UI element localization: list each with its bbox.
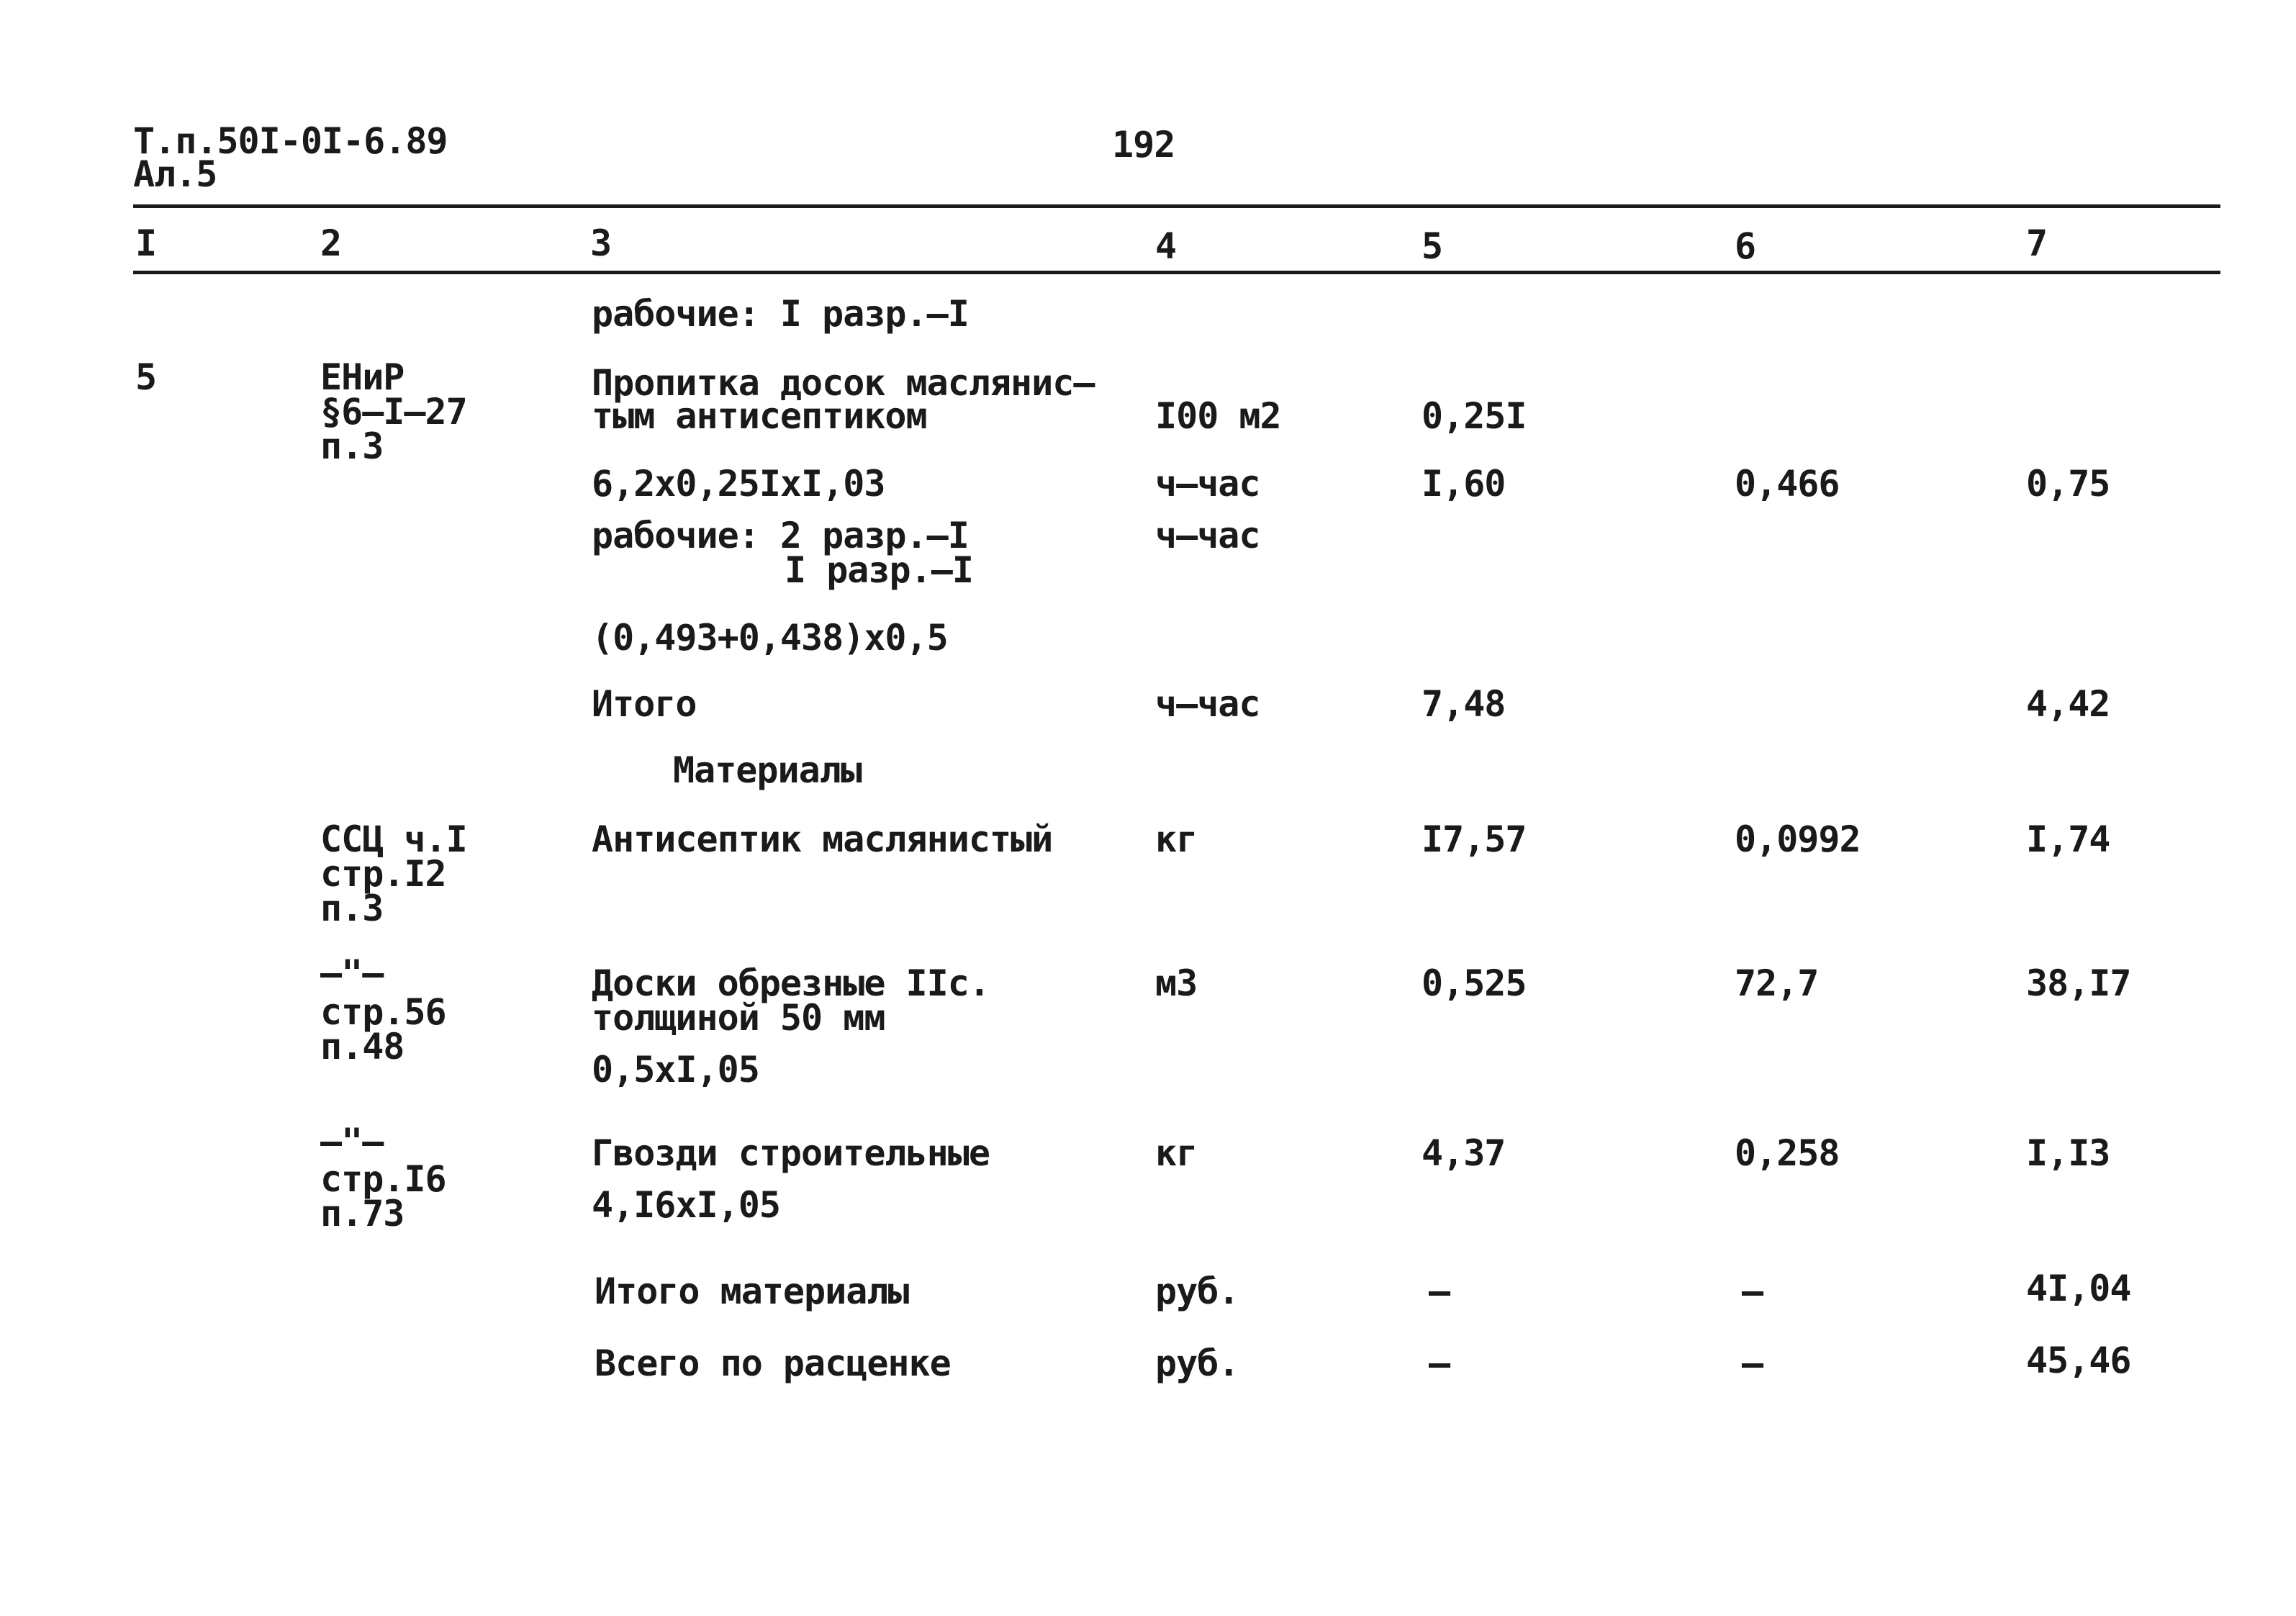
item-number: 5 [135, 356, 157, 398]
source-line-1: ЕНиР [320, 356, 404, 398]
boards-source-2: стр.56 [320, 991, 446, 1033]
materials-total-label: Итого материалы [595, 1270, 909, 1312]
materials-total-cost: 4I,04 [2026, 1268, 2131, 1309]
work-desc-line-2: тым антисептиком [592, 395, 927, 437]
nails-price: 0,258 [1735, 1132, 1840, 1174]
column-header-4: 4 [1155, 225, 1177, 267]
subtotal-unit: ч–час [1155, 683, 1260, 725]
boards-name-line-2: толщиной 50 мм [592, 997, 885, 1039]
column-header-7: 7 [2026, 222, 2048, 264]
materials-total-col5: – [1429, 1270, 1450, 1312]
work-unit: I00 м2 [1155, 395, 1281, 437]
subtotal-label: Итого [592, 683, 697, 725]
nails-source-3: п.73 [320, 1193, 404, 1234]
column-header-1: I [135, 222, 157, 264]
grand-total-cost: 45,46 [2026, 1340, 2131, 1381]
boards-name-line-1: Доски обрезные IIс. [592, 962, 990, 1004]
boards-quantity: 0,525 [1422, 962, 1527, 1004]
labor-rate: 0,466 [1735, 463, 1840, 505]
source-line-2: §6–I–27 [320, 391, 467, 433]
source-line-3: п.3 [320, 425, 384, 467]
antiseptic-source-2: стр.I2 [320, 853, 446, 895]
boards-price: 72,7 [1735, 962, 1819, 1004]
column-header-3: 3 [590, 222, 612, 264]
boards-source-1: –"– [320, 952, 384, 994]
rate-formula: (0,493+0,438)х0,5 [592, 617, 948, 659]
work-desc-line-1: Пропитка досок маслянис– [592, 362, 1095, 404]
nails-formula: 4,I6хI,05 [592, 1184, 780, 1226]
boards-formula: 0,5хI,05 [592, 1049, 759, 1091]
workers-line-2: I разр.–I [785, 549, 973, 591]
antiseptic-source-1: ССЦ ч.I [320, 818, 467, 860]
grand-total-col6: – [1742, 1342, 1763, 1384]
column-header-5: 5 [1422, 225, 1443, 267]
nails-unit: кг [1155, 1132, 1198, 1174]
antiseptic-quantity: I7,57 [1422, 818, 1527, 860]
antiseptic-price: 0,0992 [1735, 818, 1861, 860]
materials-heading: Материалы [673, 749, 862, 791]
labor-quantity: I,60 [1422, 463, 1506, 505]
nails-source-2: стр.I6 [320, 1158, 446, 1200]
table-row-0-col3: рабочие: I разр.–I [592, 293, 969, 335]
boards-unit: м3 [1155, 962, 1198, 1004]
table-header-rule [133, 271, 2220, 274]
labor-unit: ч–час [1155, 463, 1260, 505]
antiseptic-unit: кг [1155, 818, 1198, 860]
grand-total-unit: руб. [1155, 1342, 1239, 1384]
antiseptic-cost: I,74 [2026, 818, 2110, 860]
antiseptic-source-3: п.3 [320, 888, 384, 929]
labor-formula: 6,2х0,25IхI,03 [592, 463, 885, 505]
grand-total-col5: – [1429, 1342, 1450, 1384]
page-number: 192 [1112, 124, 1175, 166]
nails-name: Гвозди строительные [592, 1132, 990, 1174]
boards-cost: 38,I7 [2026, 962, 2131, 1004]
antiseptic-name: Антисептик маслянистый [592, 818, 1053, 860]
workers-unit: ч–час [1155, 515, 1260, 556]
column-header-6: 6 [1735, 225, 1756, 267]
materials-total-unit: руб. [1155, 1270, 1239, 1312]
grand-total-label: Всего по расценке [595, 1342, 951, 1384]
column-header-2: 2 [320, 222, 342, 264]
nails-quantity: 4,37 [1422, 1132, 1506, 1174]
subtotal-quantity: 7,48 [1422, 683, 1506, 725]
doc-code: Т.п.50I-0I-6.89 [133, 120, 448, 162]
materials-total-col6: – [1742, 1270, 1763, 1312]
labor-cost: 0,75 [2026, 463, 2110, 505]
table-top-rule [133, 204, 2220, 208]
work-quantity: 0,25I [1422, 395, 1527, 437]
album-label: Ал.5 [133, 153, 217, 195]
subtotal-cost: 4,42 [2026, 683, 2110, 725]
boards-source-3: п.48 [320, 1026, 404, 1067]
workers-line-1: рабочие: 2 разр.–I [592, 515, 969, 556]
nails-cost: I,I3 [2026, 1132, 2110, 1174]
nails-source-1: –"– [320, 1121, 384, 1163]
